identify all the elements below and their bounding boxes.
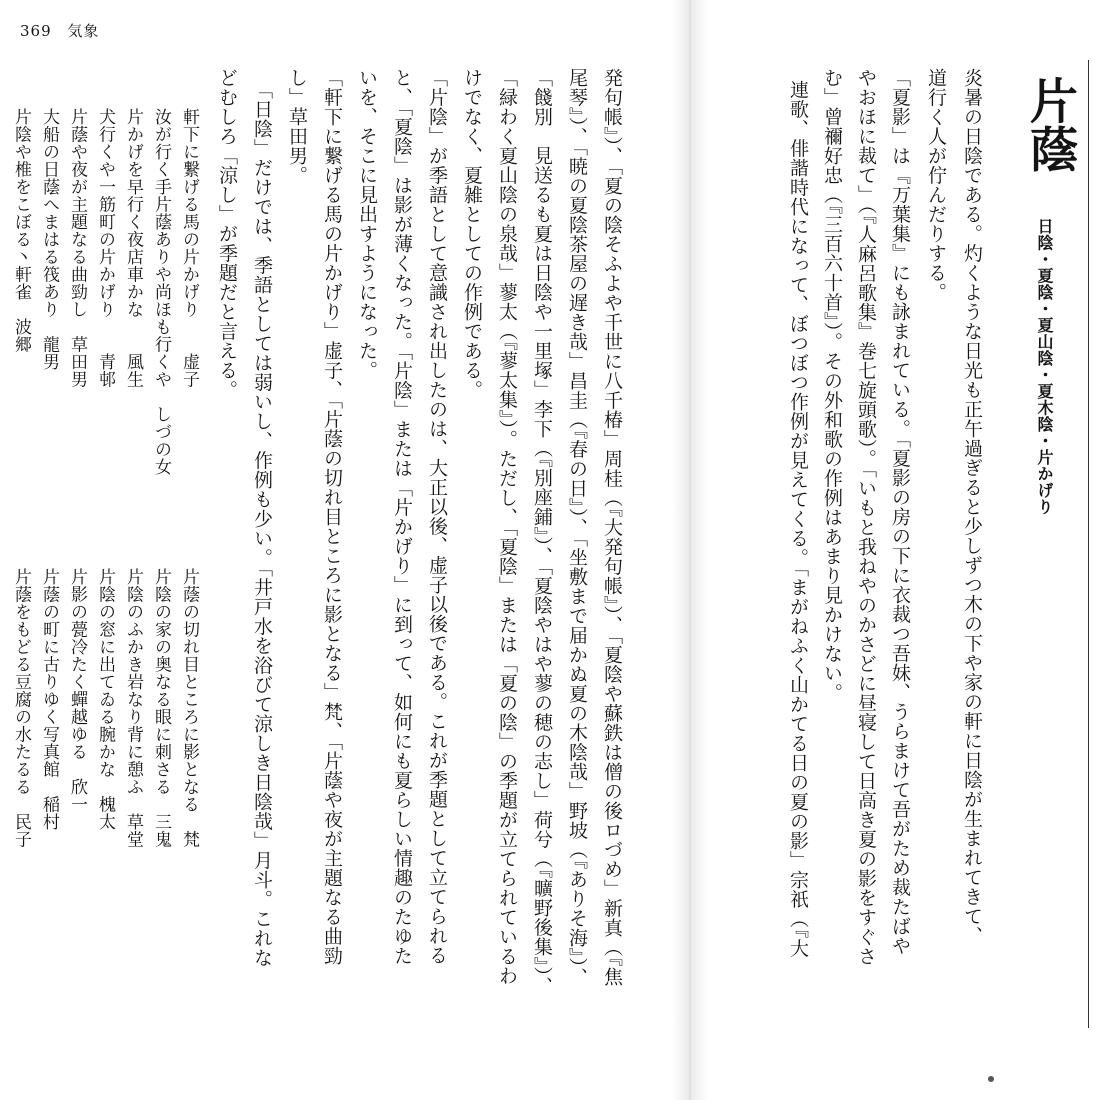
haiku-text: 片陰の家の奥なる眼に刺さる bbox=[151, 568, 171, 796]
haiku-text: 片蔭をもどる豆腐の水たるる bbox=[11, 568, 31, 796]
example-haiku bbox=[40, 568, 57, 831]
body-column: 尾琴』）、「暁の夏陰茶屋の遅き哉」昌圭（『春の日』）、「坐敷まで届かぬ夏の木陰哉」野坡（『ありそ海』）、 bbox=[566, 68, 588, 987]
example-haiku bbox=[180, 108, 197, 388]
body-column: やおほに裁て」（『人麻呂歌集』巻七旋頭歌）。「いもと我ねやのかさどに昼寝して日高き夏の影をすぐさ bbox=[855, 68, 877, 966]
example-haiku bbox=[180, 568, 197, 848]
body-column: 「夏影」は『万葉集』にも詠まれている。「夏影の房の下に衣裁つ吾妹、うらまけて吾がため裁たばや bbox=[889, 68, 911, 956]
entry-subtitle: 日陰・夏陰・夏山陰・夏木陰・片かげり bbox=[1035, 218, 1054, 515]
haiku-text: 軒下に繋げる馬の片かげり bbox=[179, 108, 199, 318]
haiku-text: 片蔭や夜が主題なる曲勁し bbox=[67, 108, 87, 318]
haiku-text: 片かげを早行く夜店車かな bbox=[123, 108, 143, 318]
body-column: けでなく、夏雑としての作例である。 bbox=[461, 68, 483, 400]
haiku-author: 虚子 bbox=[179, 353, 199, 388]
body-column: む」曾禰好忠（『三百六十首』）。その外和歌の作例はあまり見かけない。 bbox=[821, 68, 843, 703]
example-haiku bbox=[12, 568, 29, 848]
body-column: 「餞別 見送るも夏は日陰や一里塚」李下（『別座鋪』）、「夏陰やはや蓼の穂の志し」荷兮（『曠野後集』）、 bbox=[531, 68, 553, 996]
body-column: 炎暑の日陰である。灼くような日光も正午過ぎると少しずつ木の下や家の軒に日陰が生まれてきて、 bbox=[961, 68, 983, 946]
haiku-text: 汝が行く手片蔭ありや尚ほも行くや bbox=[151, 108, 171, 388]
example-haiku bbox=[12, 108, 29, 353]
haiku-text: 片陰のふかき岩なり背に憩ふ bbox=[123, 568, 143, 796]
body-column: 道行く人が佇んだりする。 bbox=[925, 68, 947, 302]
body-column: 発句帳』）、「夏の陰そふよや千世に八千椿」周桂（『大発句帳』）、「夏陰や蘇鉄は僧の後ロづめ」新真（『焦 bbox=[601, 68, 623, 987]
body-column: 「緑わく夏山陰の泉哉」蓼太（『蓼太集』）。ただし、「夏陰」または「夏の陰」の季題が立てられているわ bbox=[496, 68, 518, 986]
body-column: し」草田男。 bbox=[286, 68, 308, 185]
haiku-text: 片影の甍冷たく蟬越ゆる bbox=[67, 568, 87, 761]
example-haiku bbox=[68, 568, 85, 813]
haiku-text: 片陰や椎をこぼる丶軒雀 bbox=[11, 108, 31, 301]
body-column: 連歌、俳諧時代になって、ぼつぼつ作例が見えてくる。「まがねふく山かてる日の夏の影」宗祇（『大 bbox=[787, 80, 809, 958]
haiku-author: しづの女 bbox=[151, 405, 171, 476]
page-gutter bbox=[672, 0, 708, 1100]
haiku-text: 片蔭の町に古りゆく写真館 bbox=[39, 568, 59, 778]
page-mark bbox=[988, 1076, 994, 1082]
haiku-text: 片蔭の切れ目ところに影となる bbox=[179, 568, 199, 813]
heading-rule bbox=[1088, 60, 1089, 1028]
example-haiku bbox=[124, 568, 141, 848]
haiku-author: 龍男 bbox=[39, 335, 59, 371]
haiku-author: 三鬼 bbox=[151, 813, 171, 848]
haiku-text: 大船の日蔭へまはる筏あり bbox=[39, 108, 59, 318]
example-haiku bbox=[152, 108, 169, 476]
entry-title: 片蔭 bbox=[1021, 76, 1078, 173]
running-header bbox=[20, 20, 99, 41]
body-column: どむしろ「涼し」が季題だと言える。 bbox=[216, 68, 238, 400]
haiku-author: 波郷 bbox=[11, 318, 31, 353]
body-column: 「日陰」だけでは、季語としては弱いし、作例も少い。「井戸水を浴びて涼しき日陰哉」月斗。これな bbox=[251, 80, 273, 968]
example-haiku bbox=[96, 568, 113, 831]
example-haiku bbox=[124, 108, 141, 388]
body-column: と、「夏陰」は影が薄くなった。「片陰」または「片かげり」に到って、如何にも夏らしい情趣のたゆた bbox=[391, 68, 413, 966]
haiku-author: 草田男 bbox=[67, 335, 87, 388]
section-name: 気象 bbox=[67, 22, 100, 40]
example-haiku bbox=[96, 108, 113, 388]
haiku-author: 槐太 bbox=[95, 795, 115, 831]
haiku-author: 青邨 bbox=[95, 353, 115, 388]
haiku-author: 稲村 bbox=[39, 795, 59, 831]
example-haiku bbox=[40, 108, 57, 371]
haiku-author: 風生 bbox=[123, 353, 143, 388]
example-haiku bbox=[68, 108, 85, 388]
body-column: 「軒下に繋げる馬の片かげり」虚子、「片蔭の切れ目ところに影となる」梵、「片蔭や夜が主題なる曲勁 bbox=[321, 68, 343, 966]
example-haiku bbox=[152, 568, 169, 848]
haiku-text: 片陰の窓に出てゐる腕かな bbox=[95, 568, 115, 778]
haiku-text: 犬行くや一筋町の片かげり bbox=[95, 108, 115, 318]
haiku-author: 欣一 bbox=[67, 778, 87, 813]
haiku-author: 民子 bbox=[11, 813, 31, 848]
page-number: 369 bbox=[20, 22, 52, 40]
haiku-author: 草堂 bbox=[123, 813, 143, 848]
body-column: 「片陰」が季語として意識され出したのは、大正以後、虚子以後である。これが季題として立てられる bbox=[426, 68, 448, 965]
haiku-author: 梵 bbox=[179, 830, 199, 848]
body-column: いを、そこに見出すようになった。 bbox=[356, 68, 378, 380]
